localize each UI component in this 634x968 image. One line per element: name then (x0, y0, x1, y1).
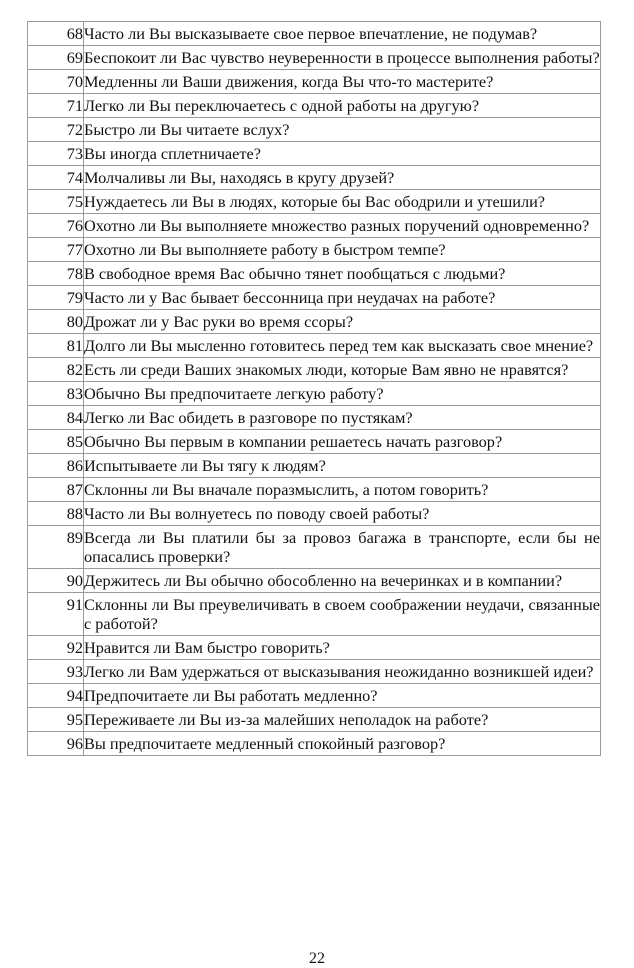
table-row (28, 478, 601, 502)
question-number: 80 (28, 310, 84, 334)
table-row (28, 593, 601, 636)
question-number: 87 (28, 478, 84, 502)
question-number: 96 (28, 732, 84, 756)
question-text: Охотно ли Вы выполняете множество разных поручений одновременно? (84, 214, 601, 238)
question-text: Легко ли Вам удержаться от высказывания неожиданно возникшей идеи? (84, 660, 601, 684)
question-number: 82 (28, 358, 84, 382)
question-text: Часто ли у Вас бывает бессонница при неудачах на работе? (84, 286, 601, 310)
table-row (28, 262, 601, 286)
question-number: 91 (28, 593, 84, 636)
question-text: Обычно Вы первым в компании решаетесь начать разговор? (84, 430, 601, 454)
question-text: Быстро ли Вы читаете вслух? (84, 118, 601, 142)
question-text: Легко ли Вы переключаетесь с одной работы на другую? (84, 94, 601, 118)
question-text: Охотно ли Вы выполняете работу в быстром темпе? (84, 238, 601, 262)
table-row (28, 334, 601, 358)
question-number: 78 (28, 262, 84, 286)
table-row (28, 310, 601, 334)
table-row (28, 214, 601, 238)
table-row (28, 22, 601, 46)
question-text: В свободное время Вас обычно тянет пообщаться с людьми? (84, 262, 601, 286)
page-number: 22 (309, 950, 325, 967)
question-text: Часто ли Вы высказываете свое первое впечатление, не подумав? (84, 22, 601, 46)
table-row (28, 118, 601, 142)
question-number: 85 (28, 430, 84, 454)
question-text: Склонны ли Вы преувеличивать в своем соображении неудачи, связанные с работой? (84, 593, 601, 636)
table-row (28, 454, 601, 478)
questionnaire-table (27, 21, 601, 756)
table-row (28, 502, 601, 526)
question-text: Часто ли Вы волнуетесь по поводу своей работы? (84, 502, 601, 526)
table-row (28, 526, 601, 569)
question-text: Склонны ли Вы вначале поразмыслить, а потом говорить? (84, 478, 601, 502)
table-row (28, 94, 601, 118)
table-row (28, 70, 601, 94)
question-number: 92 (28, 636, 84, 660)
question-text: Испытываете ли Вы тягу к людям? (84, 454, 601, 478)
question-text: Переживаете ли Вы из-за малейших неполадок на работе? (84, 708, 601, 732)
question-number: 93 (28, 660, 84, 684)
question-number: 83 (28, 382, 84, 406)
table-row (28, 238, 601, 262)
question-number: 71 (28, 94, 84, 118)
table-row (28, 358, 601, 382)
table-row (28, 660, 601, 684)
question-number: 75 (28, 190, 84, 214)
question-number: 95 (28, 708, 84, 732)
table-row (28, 166, 601, 190)
table-row (28, 569, 601, 593)
question-text: Предпочитаете ли Вы работать медленно? (84, 684, 601, 708)
question-number: 76 (28, 214, 84, 238)
question-number: 90 (28, 569, 84, 593)
table-row (28, 190, 601, 214)
question-number: 81 (28, 334, 84, 358)
question-number: 69 (28, 46, 84, 70)
table-row (28, 636, 601, 660)
question-text: Легко ли Вас обидеть в разговоре по пустякам? (84, 406, 601, 430)
question-text: Беспокоит ли Вас чувство неуверенности в процессе выполнения работы? (84, 46, 601, 70)
table-row (28, 708, 601, 732)
table-row (28, 430, 601, 454)
question-text: Держитесь ли Вы обычно обособленно на вечеринках и в компании? (84, 569, 601, 593)
question-text: Есть ли среди Ваших знакомых люди, которые Вам явно не нравятся? (84, 358, 601, 382)
question-text: Всегда ли Вы платили бы за провоз багажа в транспорте, если бы не опасались проверки? (84, 526, 601, 569)
question-text: Долго ли Вы мысленно готовитесь перед тем как высказать свое мнение? (84, 334, 601, 358)
question-number: 70 (28, 70, 84, 94)
question-text: Молчаливы ли Вы, находясь в кругу друзей? (84, 166, 601, 190)
question-text: Медленны ли Ваши движения, когда Вы что-то мастерите? (84, 70, 601, 94)
question-number: 84 (28, 406, 84, 430)
table-row (28, 46, 601, 70)
question-number: 72 (28, 118, 84, 142)
question-text: Нуждаетесь ли Вы в людях, которые бы Вас ободрили и утешили? (84, 190, 601, 214)
question-text: Обычно Вы предпочитаете легкую работу? (84, 382, 601, 406)
question-number: 89 (28, 526, 84, 569)
question-number: 94 (28, 684, 84, 708)
question-text: Вы иногда сплетничаете? (84, 142, 601, 166)
table-row (28, 684, 601, 708)
question-number: 73 (28, 142, 84, 166)
question-number: 68 (28, 22, 84, 46)
question-text: Дрожат ли у Вас руки во время ссоры? (84, 310, 601, 334)
questionnaire-rows (28, 22, 601, 756)
question-number: 88 (28, 502, 84, 526)
question-text: Вы предпочитаете медленный спокойный разговор? (84, 732, 601, 756)
question-number: 86 (28, 454, 84, 478)
question-number: 74 (28, 166, 84, 190)
table-row (28, 142, 601, 166)
table-row (28, 406, 601, 430)
question-number: 77 (28, 238, 84, 262)
table-row (28, 732, 601, 756)
question-text: Нравится ли Вам быстро говорить? (84, 636, 601, 660)
table-row (28, 382, 601, 406)
table-row (28, 286, 601, 310)
question-number: 79 (28, 286, 84, 310)
